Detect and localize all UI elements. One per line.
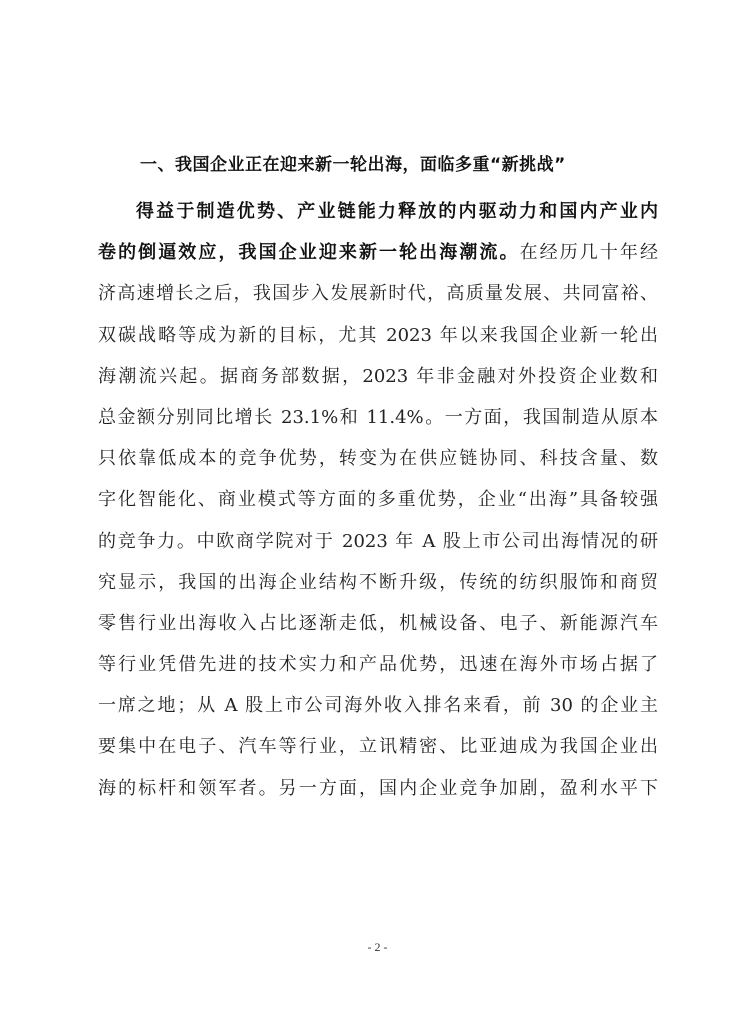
paragraph-line: [98, 397, 658, 438]
paragraph-line: [98, 356, 658, 397]
line-text: 只依靠低成本的竞争优势，转变为在供应链协同、科技含量、数: [98, 448, 658, 470]
paragraph-line: [98, 685, 658, 726]
bold-text: 得益于制造优势、产业链能力释放的内驱动力和国内产业内: [136, 201, 658, 222]
line-text: 一席之地；从 A 股上市公司海外收入排名来看，前 30 的企业主: [98, 695, 658, 717]
line-text: 等行业凭借先进的技术实力和产品优势，迅速在海外市场占据了: [98, 654, 658, 676]
section-heading: 一、我国企业正在迎来新一轮出海，面临多重“新挑战”: [140, 155, 566, 175]
body-paragraph: [98, 191, 658, 809]
paragraph-line: [98, 438, 658, 479]
paragraph-line: [98, 521, 658, 562]
line-text: 零售行业出海收入占比逐渐走低，机械设备、电子、新能源汽车: [98, 612, 658, 634]
paragraph-line: [98, 768, 658, 809]
paragraph-line: [98, 726, 658, 767]
line-text: 济高速增长之后，我国步入发展新时代，高质量发展、共同富裕、: [98, 283, 658, 305]
paragraph-line: [98, 479, 658, 520]
line-text: 海潮流兴起。据商务部数据，2023 年非金融对外投资企业数和: [98, 365, 658, 387]
paragraph-line: [98, 315, 658, 356]
paragraph-line: [98, 273, 658, 314]
paragraph-line: [98, 603, 658, 644]
paragraph-line: [98, 191, 658, 232]
bold-text: 卷的倒逼效应，我国企业迎来新一轮出海潮流。: [98, 242, 520, 264]
line-text: 要集中在电子、汽车等行业，立讯精密、比亚迪成为我国企业出: [98, 736, 658, 758]
page-number: - 2 -: [367, 940, 388, 954]
line-text: 海的标杆和领军者。另一方面，国内企业竞争加剧，盈利水平下: [98, 777, 658, 799]
line-text: 双碳战略等成为新的目标，尤其 2023 年以来我国企业新一轮出: [98, 324, 658, 346]
line-text: 总金额分别同比增长 23.1%和 11.4%。一方面，我国制造从原本: [98, 406, 658, 428]
paragraph-line: [98, 644, 658, 685]
line-text: 究显示，我国的出海企业结构不断升级，传统的纺织服饰和商贸: [98, 571, 658, 593]
line-text: 在经历几十年经: [519, 242, 658, 264]
paragraph-line: [98, 562, 658, 603]
line-text: 的竞争力。中欧商学院对于 2023 年 A 股上市公司出海情况的研: [98, 530, 658, 552]
paragraph-line: [98, 232, 658, 273]
line-text: 字化智能化、商业模式等方面的多重优势，企业“出海”具备较强: [98, 489, 658, 511]
